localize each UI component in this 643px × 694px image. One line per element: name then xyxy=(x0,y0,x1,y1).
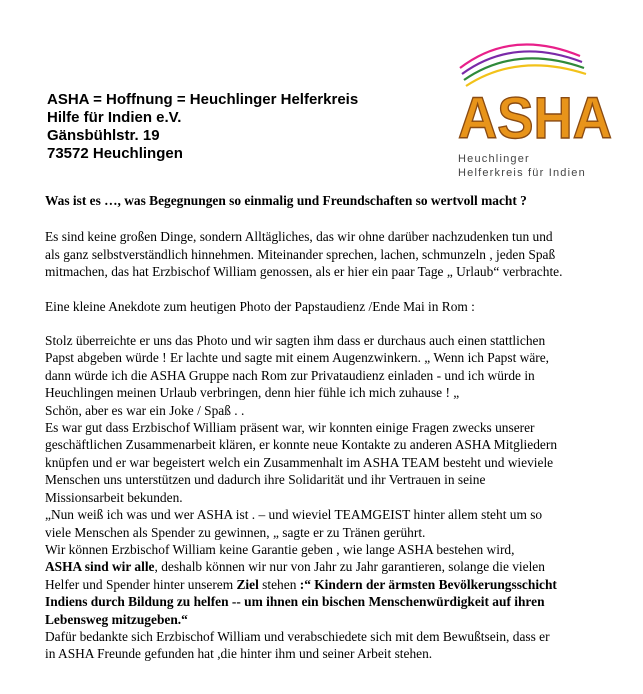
paragraph-anecdote-intro xyxy=(45,298,605,315)
text-line: Heuchlingen meinen Urlaub verbringen, denn hier fühle ich mich zuhause ! „ xyxy=(45,385,460,401)
text-fragment: Helfer und Spender hinter unserem xyxy=(45,576,237,592)
text-line: Es war gut dass Erzbischof William präsent war, wir konnten einige Fragen zwecks unserer xyxy=(45,420,535,436)
bold-goal-statement: :“ Kindern der ärmsten Bevölkerungsschicht xyxy=(299,576,557,592)
text-line: Wir können Erzbischof William keine Garantie geben , wie lange ASHA bestehen wird, xyxy=(45,541,515,557)
sender-address xyxy=(47,91,358,163)
text-line: Es sind keine großen Dinge, sondern Alltägliches, das wir ohne darüber nachzudenken tun und xyxy=(45,229,553,245)
text-line: Missionsarbeit bekunden. xyxy=(45,489,183,505)
bold-goal-word: Ziel xyxy=(236,576,259,592)
text-line: Dafür bedankte sich Erzbischof William und verabschiedete sich mit dem Bewußtsein, dass er xyxy=(45,628,550,644)
bold-goal-statement: Lebensweg mitzugeben.“ xyxy=(45,611,188,627)
text-line: Papst abgeben würde ! Er lachte und sagte mit einem Augenzwinkern. „ Wenn ich Papst wäre, xyxy=(45,350,550,366)
logo-wordmark: ASHA xyxy=(458,86,612,151)
bold-goal-statement: Indiens durch Bildung zu helfen -- um ihnen ein bischen Menschenwürdigkeit auf ihren xyxy=(45,594,545,610)
address-line-subtitle: Hilfe für Indien e.V. xyxy=(47,109,182,126)
address-line-street: Gänsbühlstr. 19 xyxy=(47,127,160,144)
text-line-goal xyxy=(45,576,605,593)
text-fragment: , deshalb können wir nur von Jahr zu Jahr garantieren, solange die vielen xyxy=(154,559,545,575)
article-heading: Was ist es …, was Begegnungen so einmalig und Freundschaften so wertvoll macht ? xyxy=(45,193,527,208)
paragraph-intro xyxy=(45,228,605,280)
article-body xyxy=(45,192,605,663)
text-line: „Nun weiß ich was und wer ASHA ist . – und wieviel TEAMGEIST hinter allem steht um so xyxy=(45,507,543,523)
text-line: knüpfen und er war begeistert welch ein Zusammenhalt im ASHA TEAM besteht und wieviele xyxy=(45,454,554,470)
text-line: Stolz überreichte er uns das Photo und wir sagten ihm dass er durchaus auch einen stattlichen xyxy=(45,333,546,349)
text-line: mitmachen, das hat Erzbischof William genossen, als er hier ein paar Tage „ Urlaub“ verbrachte. xyxy=(45,264,563,280)
text-line-goal-cont xyxy=(45,593,605,610)
address-line-org: ASHA = Hoffnung = Heuchlinger Helferkreis xyxy=(47,91,359,108)
logo-subtitle-line1: Heuchlinger xyxy=(458,153,530,165)
text-line: dann würde ich die ASHA Gruppe nach Rom zur Privataudienz einladen - und ich würde in xyxy=(45,367,535,383)
logo-subtitle xyxy=(458,152,586,180)
text-line: Menschen uns unterstützen und dadurch ihre Solidarität und ihr Vertrauen in seine xyxy=(45,472,486,488)
text-line: viele Menschen als Spender zu gewinnen, „ sagte er zu Tränen gerührt. xyxy=(45,524,426,540)
text-line: Eine kleine Anekdote zum heutigen Photo der Papstaudienz /Ende Mai in Rom : xyxy=(45,298,475,314)
text-line-goal-end xyxy=(45,611,605,628)
paragraph-story xyxy=(45,332,605,663)
text-line: geschäftlichen Zusammenarbeit klären, er konnte neue Kontakte zu anderen ASHA Mitgliedern xyxy=(45,437,558,453)
text-line: in ASHA Freunde gefunden hat ,die hinter ihm und seiner Arbeit stehen. xyxy=(45,646,433,662)
text-line: Schön, aber es war ein Joke / Spaß . . xyxy=(45,402,245,418)
address-line-city: 73572 Heuchlingen xyxy=(47,145,183,162)
logo-subtitle-line2: Helferkreis für Indien xyxy=(458,167,586,179)
bold-slogan: ASHA sind wir alle xyxy=(45,559,155,575)
text-line: als ganz selbstverständlich hinnehmen. Miteinander sprechen, lachen, schmunzeln , jeden Spaß xyxy=(45,246,556,262)
text-line-asha-slogan xyxy=(45,558,605,575)
text-fragment: stehen xyxy=(258,576,300,592)
